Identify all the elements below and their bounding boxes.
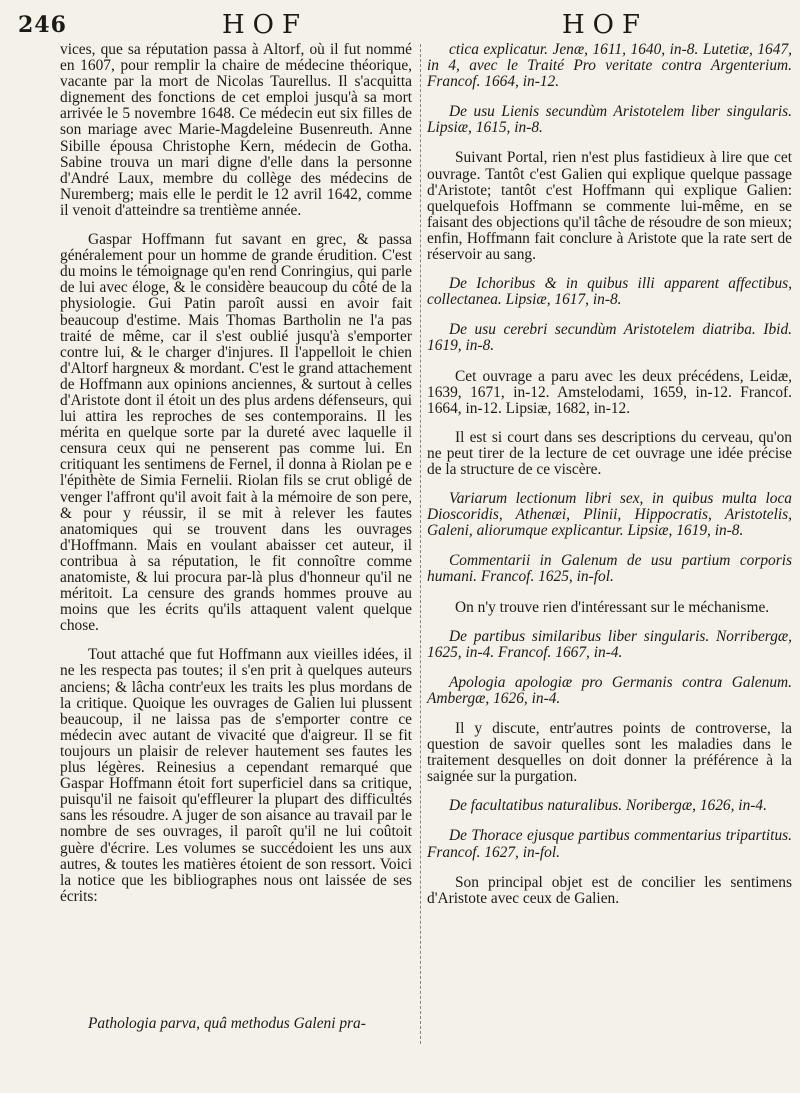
paragraph: On n'y trouve rien d'intéressant sur le méchanisme. — [455, 598, 770, 616]
paragraph: Suivant Portal, rien n'est plus fastidieux à lire que cet ouvrage. Tantôt c'est Galien qui explique quelque passage d'Aristote; tantôt c'est Hoffmann qui explique Galien: quelquefois Hoffmann se commente lui-même, en se faisant des objections qu'il tâche de résoudre de son mieux; enfin, Hoffmann fait conclure à Aristote que la rate sert de réservoir au sang. — [427, 149, 792, 264]
citation: ctica explicatur. Jenæ, 1611, 1640, in-8. Lutetiæ, 1647, in 4, avec le Traité Pro veritate contra Argenterium. Francof. 1664, in-12. — [427, 41, 792, 91]
running-title-right: HOF — [562, 10, 649, 40]
paragraph: Cet ouvrage a paru avec les deux précédens, Leidæ, 1639, 1671, in-12. Amstelodami, 1659, in-12. Francof. 1664, in-12. Lipsiæ, 1682, in-12. — [427, 367, 792, 417]
citation: Commentarii in Galenum de usu partium corporis humani. Francof. 1625, in-fol. — [427, 552, 792, 586]
citation: Variarum lectionum libri sex, in quibus multa loca Dioscoridis, Athenæi, Plinii, Hippocratis, Aristotelis, Galeni, aliorumque explicantur. Lipsiæ, 1619, in-8. — [427, 490, 792, 540]
citation: Apologia apologiæ pro Germanis contra Galenum. Ambergæ, 1626, in-4. — [427, 673, 792, 707]
running-title-left: HOF — [222, 10, 309, 40]
citation: De Ichoribus & in quibus illi apparent affectibus, collectanea. Lipsiæ, 1617, in-8. — [427, 275, 792, 309]
citation: De Thorace ejusque partibus commentarius tripartitus. Francof. 1627, in-fol. — [427, 827, 792, 861]
paragraph: Il est si court dans ses descriptions du cerveau, qu'on ne peut tirer de la lecture de cet ouvrage une idée précise de la structure de ce viscère. — [427, 428, 792, 478]
left-column — [60, 42, 412, 918]
paragraph: Gaspar Hoffmann fut savant en grec, & passa généralement pour un homme de grande érudition. C'est du moins le témoignage qu'en rend Conringius, qui parle de lui avec éloge, & le considère beaucoup du côté de la physiologie. Gui Patin paroît aussi en avoir fait beaucoup d'estime. Mais Thomas Bartholin ne l'a pas traité de même, car il s'est oublié jusqu'à s'emporter contre lui, & le charger d'injures. Il l'appelloit le chien d'Altorf hargneux & mordant. C'est le grand attachement de Hoffmann aux opinions anciennes, & surtout à celles d'Aristote dont il étoit un des plus ardens défenseurs, qui lui attira les reproches de ses contemporains. Il les mérita en quelque sorte par la dureté avec laquelle il censura ceux qui ne penserent pas comme lui. En critiquant les sentimens de Fernel, il donna à Riolan pe e l'épithète de Simia Fernelii. Riolan fils se crut obligé de venger l'affront qu'il avoit fait à la mémoire de son pere, & pour y réussir, il se mit à relever les fautes anatomiques qui se trouvent dans les ouvrages d'Hoffmann. Mais en voulant abaisser cet auteur, il contribua à sa réputation, le fit connoître comme anatomiste, & lui procura par-là plus d'honneur qu'il ne méritoit. La censure des grands hommes prouve au moins que les écrits qu'ils attaquent valent quelque chose. — [60, 231, 412, 635]
paragraph: Tout attaché que fut Hoffmann aux vieilles idées, il ne les respecta pas toutes; il s'en prit à quelques auteurs anciens; & lâcha contr'eux les traits les plus mordans de la critique. Quoique les ouvrages de Galien lui plussent beaucoup, il ne laissa pas de s'emporter contre ce médecin avec autant de vivacité que d'aigreur. Il se fit toujours un plaisir de relever hautement ses fautes les plus légères. Reinesius a cependant remarqué que Gaspar Hoffmann étoit fort superficiel dans sa critique, puisqu'il ne faisoit qu'effleurer la plupart des difficultés sans les résoudre. A juger de son aisance au travail par le nombre de ses ouvrages, il paroît qu'il ne lui coûtoit guère d'écrire. Les volumes se succédoient les uns aux autres, & toutes les matières étoient de son ressort. Voici la notice que les bibliographes nous ont laissée de ses écrits: — [60, 646, 412, 905]
citation-start: Pathologia parva, quâ methodus Galeni pra- — [88, 1015, 366, 1032]
citation: De usu Lienis secundùm Aristotelem liber singularis. Lipsiæ, 1615, in-8. — [427, 103, 792, 137]
page-number: 246 — [18, 12, 67, 38]
paragraph: vices, que sa réputation passa à Altorf, où il fut nommé en 1607, pour remplir la chaire de médecine théorique, vacante par la mort de Nicolas Taurellus. Il s'acquitta dignement des fonctions de cet emploi jusqu'à sa mort arrivée le 5 novembre 1648. Ce médecin eut six filles de son mariage avec Marie-Magdeleine Busenreuth. Anne Sibille épousa Christophe Kern, médecin de Gotha. Sabine trouva un mari digne d'elle dans la personne d'André Laux, membre du collège des médecins de Nuremberg; mais elle le perdit le 12 avril 1642, comme il venoit d'atteindre sa trentième année. — [60, 41, 412, 219]
column-divider — [420, 44, 423, 1044]
citation: De partibus similaribus liber singularis. Norribergæ, 1625, in-4. Francof. 1667, in-4. — [427, 627, 792, 661]
running-header — [0, 6, 800, 40]
citation: De facultatibus naturalibus. Noribergæ, 1626, in-4. — [449, 797, 767, 815]
citation: De usu cerebri secundùm Aristotelem diatriba. Ibid. 1619, in-8. — [427, 321, 792, 355]
paragraph: Son principal objet est de concilier les sentimens d'Aristote avec ceux de Galien. — [427, 873, 792, 907]
right-column — [427, 42, 792, 920]
paragraph: Il y discute, entr'autres points de controverse, la question de savoir quelles sont les maladies dans le traitement desquelles on doit donner la préférence à la saignée sur la purgation. — [427, 720, 792, 786]
